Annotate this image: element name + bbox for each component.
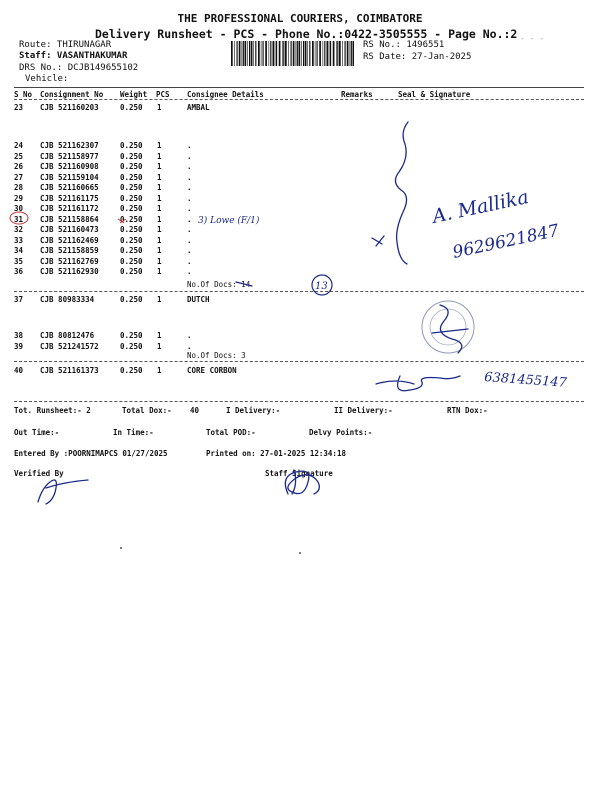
verified-by: Verified By [14,469,64,478]
row-consignee: . [187,256,192,266]
row-weight: 0.250 [120,331,143,340]
row-consignment: CJB 521162769 [40,256,99,266]
row-sno: 36 [14,267,24,276]
row-consignment: CJB 521158859 [40,246,99,255]
row-weight: 0.250 [120,172,143,182]
row-sno: 23 [14,103,24,112]
i-delivery: I Delivery:- [226,406,281,415]
row-consignee: . [187,214,192,224]
row-weight: 0.250 [120,366,143,375]
row-pcs: 1 [157,225,162,234]
verified-signature [38,480,88,504]
row-consignee: . [187,151,192,161]
row-sno: 34 [14,246,24,255]
row-sno: 31 [14,214,24,224]
col-pcs: PCS [156,90,170,99]
printed-on: Printed on: 27-01-2025 12:34:18 [206,449,346,458]
row-weight: 0.250 [120,341,143,351]
row-pcs: 1 [157,267,162,276]
handwritten-note: 3) Lowe (F/1) [198,216,260,226]
staff-signature [285,470,319,494]
docs-strike [236,282,252,286]
row-pcs: 1 [157,162,162,171]
receiver-name: A. Mallika [430,186,531,228]
header-scribble: - - - [520,34,545,43]
row-consignment: CJB 521160665 [40,183,99,192]
row-sno: 28 [14,183,24,192]
row-consignee: . [187,235,192,245]
row-consignment: CJB 521161175 [40,193,99,203]
row-sno: 30 [14,204,24,213]
row-sno: 27 [14,172,24,182]
row-sno: 24 [14,141,24,150]
docs-count-ambal: No.Of Docs: 14 [187,280,251,289]
row-consignee: . [187,331,192,340]
row-weight: 0.250 [120,103,143,112]
row-weight: 0.250 [120,183,143,192]
rs-date: RS Date: 27-Jan-2025 [363,52,472,62]
staff-signature-label: Staff Signature [265,469,333,478]
row-consignee: AMBAL [187,103,210,112]
row40-phone: 6381455147 [483,370,568,391]
row-pcs: 1 [157,256,162,266]
row40-signature [376,376,460,391]
total-pod: Total POD:- [206,428,256,437]
row-consignment: CJB 521162307 [40,141,99,150]
total-dox-label: Total Dox:- [122,406,172,415]
row-consignment: CJB 521158977 [40,151,99,161]
row-sno: 39 [14,341,24,351]
col-weight: Weight [120,90,148,99]
row-consignment: CJB 521161373 [40,366,99,375]
row-weight: 0.250 [120,214,143,224]
row-sno: 37 [14,295,24,304]
rs-number: RS No.: 1496551 [363,40,445,50]
row-weight: 0.250 [120,151,143,161]
row-pcs: 1 [157,331,162,340]
row-weight: 0.250 [120,295,143,304]
brace-mark [395,122,408,264]
receiver-phone: 9629621847 [450,220,561,263]
rtn-dox: RTN Dox:- [447,406,488,415]
row-weight: 0.250 [120,235,143,245]
row-sno: 35 [14,256,24,266]
row-consignee: . [187,193,192,203]
row-consignee: . [187,341,192,351]
ii-delivery: II Delivery:- [334,406,393,415]
row-consignment: CJB 80983334 [40,295,95,304]
row-sno: 26 [14,162,24,171]
row-sno: 38 [14,331,24,340]
row-pcs: 1 [157,172,162,182]
row-consignment: CJB 521160473 [40,225,99,234]
row-consignee: CORE CORBON [187,366,237,375]
entered-by: Entered By :POORNIMAPCS 01/27/2025 [14,449,168,458]
row-sno: 40 [14,366,24,375]
row-weight: 0.250 [120,225,143,234]
drs-number: DRS No.: DCJB149655102 [19,63,139,73]
row-consignee: . [187,246,192,255]
row-sno: 25 [14,151,24,161]
row-pcs: 1 [157,366,162,375]
row-sno: 32 [14,225,24,234]
delvy-points: Delvy Points:- [309,428,373,437]
row-consignee: . [187,162,192,171]
row-pcs: 1 [157,151,162,161]
row-consignee: . [187,225,192,234]
col-consignment: Consignment No [40,90,104,99]
row-pcs: 1 [157,193,162,203]
col-consignee: Consignee Details [187,90,264,99]
row-pcs: 1 [157,295,162,304]
out-time: Out Time:- [14,428,60,437]
row-pcs: 1 [157,204,162,213]
row-consignment: CJB 521160908 [40,162,99,171]
row-consignment: CJB 521161172 [40,204,99,213]
row-weight: 0.250 [120,141,143,150]
row-pcs: 1 [157,235,162,245]
row-consignee: . [187,141,192,150]
row-consignee: DUTCH [187,295,210,304]
row-consignment: CJB 521160203 [40,103,99,112]
row-pcs: 1 [157,246,162,255]
row-consignment: CJB 521162469 [40,235,99,245]
col-seal-signature: Seal & Signature [398,90,471,99]
row-consignee: . [187,183,192,192]
row-weight: 0.250 [120,162,143,171]
docs-count-dutch: No.Of Docs: 3 [187,351,246,360]
route-label: Route: THIRUNAGAR [19,40,112,50]
red-circle-mark [10,212,28,224]
row-consignee: . [187,172,192,182]
vehicle-label: Vehicle: [25,74,69,84]
company-title: THE PROFESSIONAL COURIERS, COIMBATORE [177,12,423,25]
row-pcs: 1 [157,214,162,224]
tot-runsheet: Tot. Runsheet:- 2 [14,406,91,415]
row-pcs: 1 [157,341,162,351]
stray-dot [299,552,301,554]
row-consignment: CJB 521159104 [40,172,99,182]
row-pcs: 1 [157,183,162,192]
col-remarks: Remarks [341,90,373,99]
row-consignment: CJB 80812476 [40,331,95,340]
col-sno: S No [14,90,33,99]
staff-label: Staff: VASANTHAKUMAR [19,51,128,61]
row-consignee: . [187,204,192,213]
row-weight: 0.250 [120,246,143,255]
in-time: In Time:- [113,428,154,437]
row-weight: 0.250 [120,267,143,276]
row-weight: 0.250 [120,193,143,203]
docs-circle-text: 13 [315,281,328,292]
row-consignment: CJB 521241572 [40,341,99,351]
stray-dot [120,547,122,549]
row-sno: 29 [14,193,24,203]
runsheet-subtitle: Delivery Runsheet - PCS - Phone No.:0422-3505555 - Page No.:2 [95,27,518,41]
row-weight: 0.250 [120,256,143,266]
row-pcs: 1 [157,141,162,150]
red-cross-mark [118,219,126,223]
check-mark [372,236,384,246]
total-dox-value: 40 [190,406,200,415]
row-consignment: CJB 521162930 [40,267,99,276]
row-sno: 33 [14,235,24,245]
row-consignment: CJB 521158864 [40,214,99,224]
row-pcs: 1 [157,103,162,112]
row-consignee: . [187,267,192,276]
row-weight: 0.250 [120,204,143,213]
